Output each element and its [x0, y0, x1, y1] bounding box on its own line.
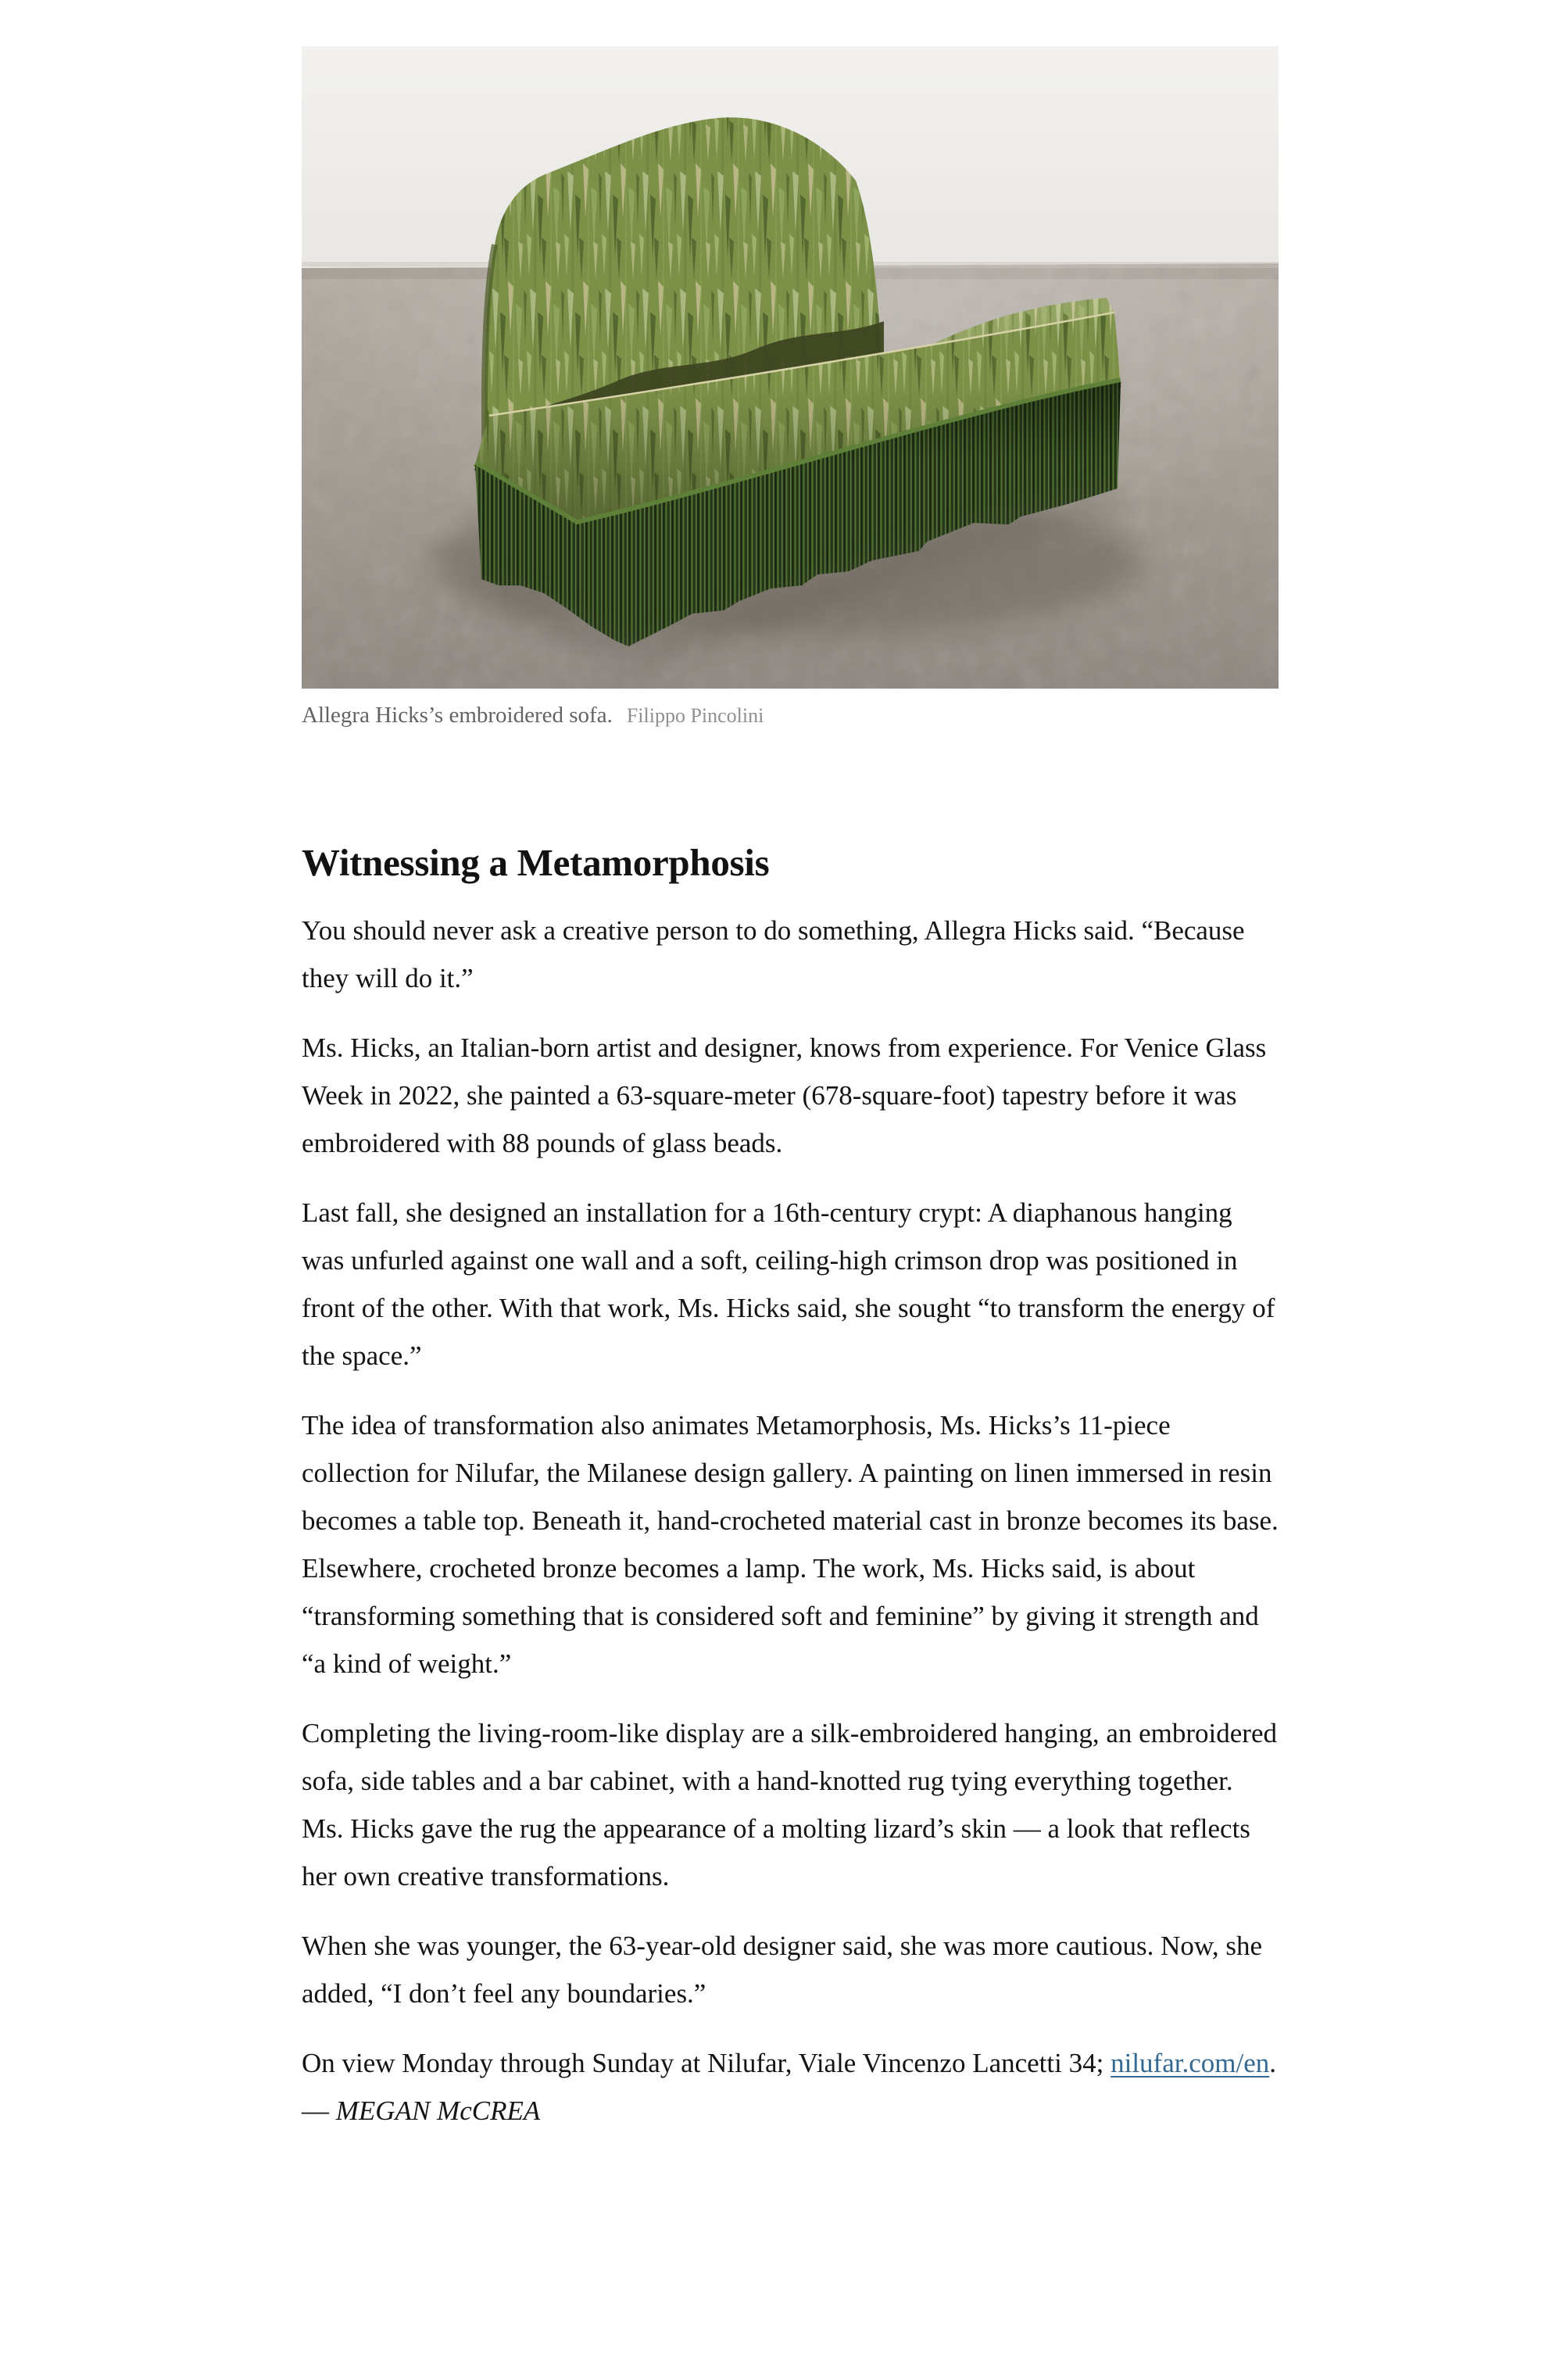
figure-credit: Filippo Pincolini	[626, 704, 764, 727]
sofa-illustration	[302, 46, 1279, 689]
article-paragraph: Ms. Hicks, an Italian-born artist and designer, knows from experience. For Venice Glass Week in 2022, she painted a 63-square-meter (678-square-foot) tapestry before it was embroidered with 88 pounds of glass beads.	[302, 1033, 1267, 1158]
figure-caption: Allegra Hicks’s embroidered sofa.	[302, 703, 613, 728]
article-paragraph: The idea of transformation also animates Metamorphosis, Ms. Hicks’s 11-piece collection for Nilufar, the Milanese design gallery. A painting on linen immersed in resin becomes a table top. Beneath it, hand-crocheted material cast in bronze becomes its base. Elsewhere, crocheted bronze becomes a lamp. The work, Ms. Hicks said, is about “transforming something that is considered soft and feminine” by giving it strength and “a kind of weight.”	[302, 1410, 1279, 1679]
article-paragraph: When she was younger, the 63-year-old designer said, she was more cautious. Now, she added, “I don’t feel any boundaries.”	[302, 1931, 1263, 2009]
sofa-photo	[302, 46, 1279, 689]
article-body	[302, 907, 1279, 2017]
headline: Witnessing a Metamorphosis	[302, 841, 770, 884]
nilufar-link[interactable]: nilufar.com/en	[1111, 2048, 1270, 2078]
article-column	[302, 0, 1279, 2166]
sofa-figure	[302, 46, 1279, 735]
figure-caption-row	[302, 700, 1279, 735]
article-paragraph: You should never ask a creative person to do something, Allegra Hicks said. “Because they will do it.”	[302, 915, 1245, 993]
closing-after: . —	[302, 2048, 1276, 2126]
byline: MEGAN McCREA	[335, 2095, 541, 2126]
article-paragraph: Completing the living-room-like display are a silk-embroidered hanging, an embroidered sofa, side tables and a bar cabinet, with a hand-knotted rug tying everything together. Ms. Hicks gave the rug the appearance of a molting lizard’s skin — a look that reflects her own creative transformations.	[302, 1718, 1277, 1891]
closing-paragraph	[302, 2039, 1279, 2135]
article-paragraph: Last fall, she designed an installation for a 16th-century crypt: A diaphanous hanging was unfurled against one wall and a soft, ceiling-high crimson drop was positioned in front of the other. With that work, Ms. Hicks said, she sought “to transform the energy of the space.”	[302, 1197, 1275, 1371]
closing-text: On view Monday through Sunday at Nilufar, Viale Vincenzo Lancetti 34;	[302, 2048, 1111, 2078]
